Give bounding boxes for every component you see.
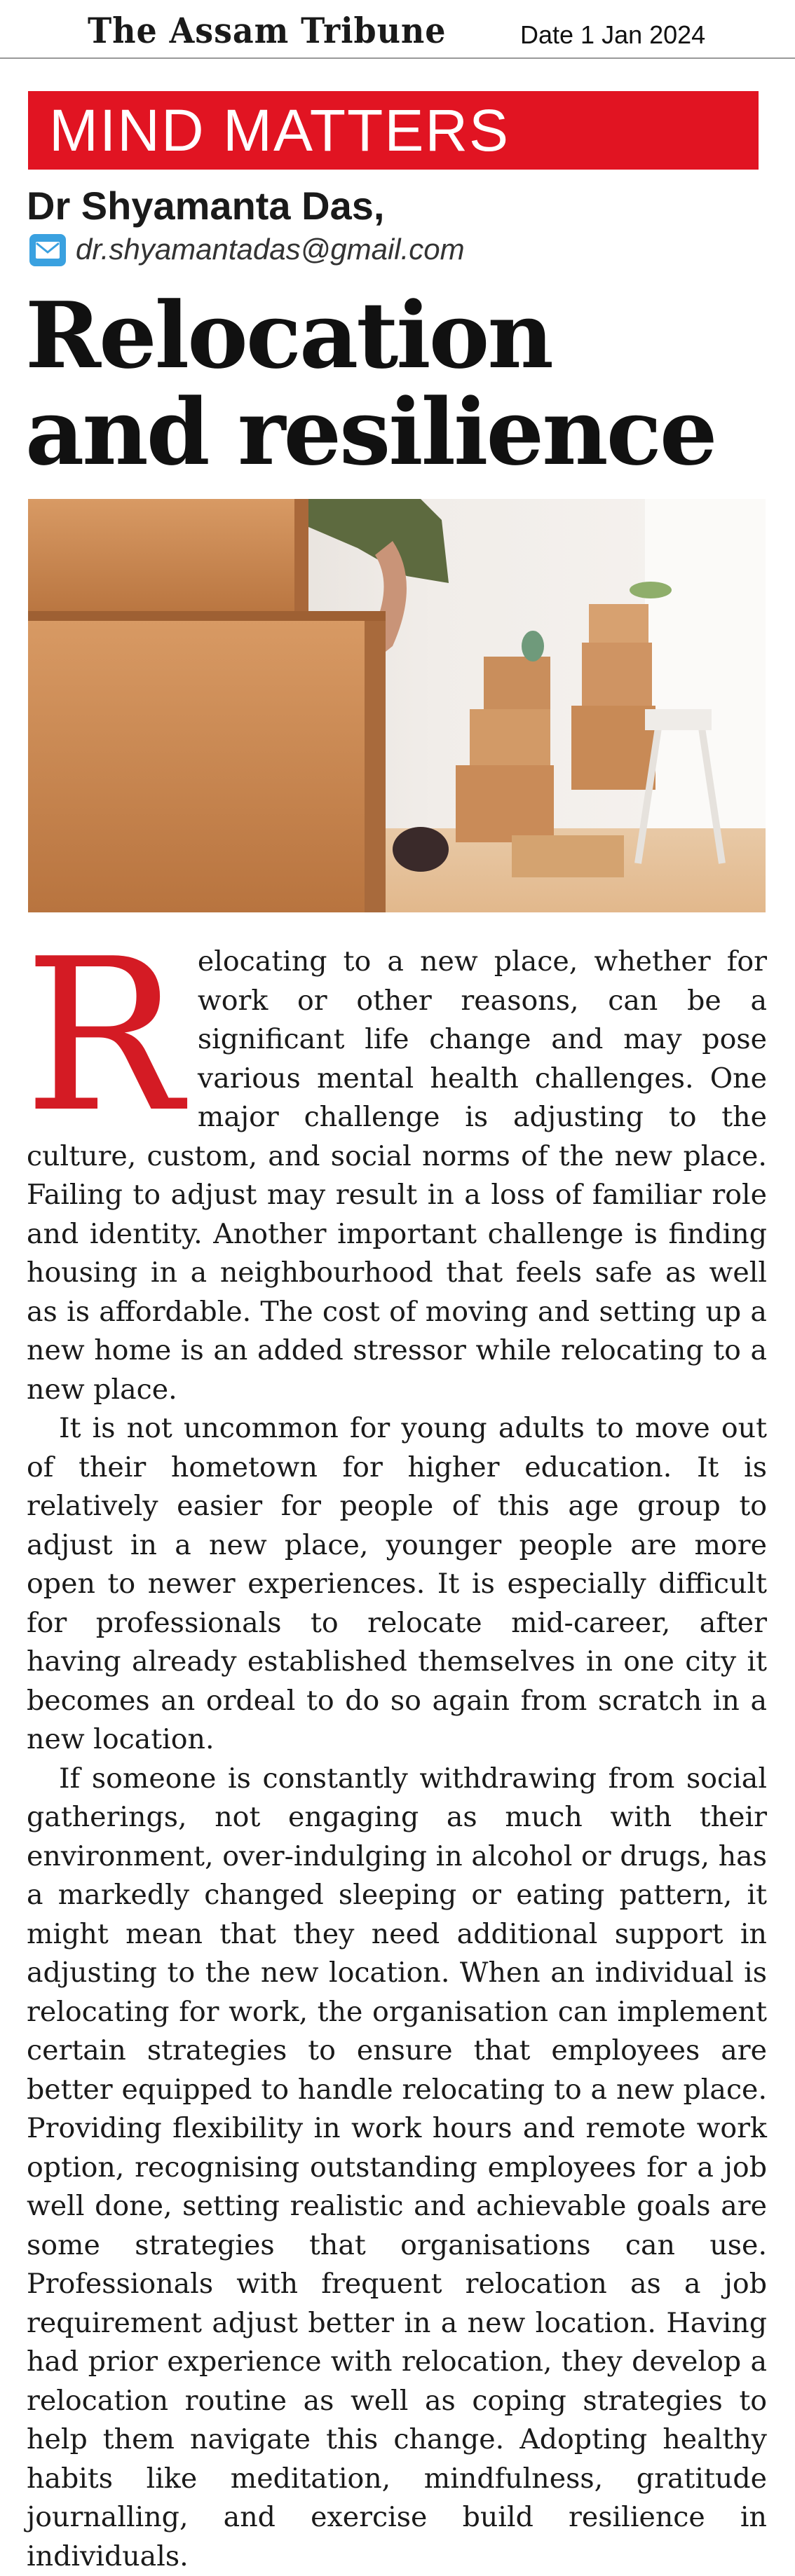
mail-icon xyxy=(29,234,66,266)
paragraph-1-text: elocating to a new place, whether for work or other reasons, can be a significant life change and may pose various mental health challenges. One major challenge is adjusting to the culture, custom, and social norms of the new place. Failing to adjust may result in a loss of familiar role and identity. Another important challenge is finding housing in a neighbourhood that feels safe as well as is affordable. The cost of moving and setting up a new home is an added stressor while relocating to a new place. xyxy=(27,945,767,1406)
headline xyxy=(25,287,782,481)
drop-cap: R xyxy=(24,948,182,1125)
headline-line-1: Relocation xyxy=(25,287,782,384)
newspaper-logo: The Assam Tribune xyxy=(88,10,446,52)
article-paragraph-3: If someone is constantly withdrawing from social gatherings, not engaging as much with their environment, over-indulging in alcohol or drugs, has a markedly changed sleeping or eating pattern, it might mean that they need additional support in adjusting to the new location. When an individual is relocating for work, the organisation can implement certain strategies to ensure that employees are better equipped to handle relocating to a new place. Providing flexibility in work hours and remote work option, recognising outstanding employees for a job well done, setting realistic and achievable goals are some strategies that organisations can use. Professionals with frequent relocation as a job requirement adjust better in a new location. Having had prior experience with relocation, they develop a relocation routine as well as coping strategies to help them navigate this change. Adopting healthy habits like meditation, mindfulness, gratitude journalling, and exercise build resilience in individuals. xyxy=(27,1760,767,2576)
column-title: MIND MATTERS xyxy=(49,98,510,163)
headline-line-2: and resilience xyxy=(25,384,782,481)
article-photo xyxy=(28,499,766,912)
masthead xyxy=(0,0,795,59)
publication-date: Date 1 Jan 2024 xyxy=(520,21,705,49)
article-paragraph-1 xyxy=(27,943,767,1409)
column-banner xyxy=(28,91,759,170)
author-name: Dr Shyamanta Das, xyxy=(27,184,384,228)
article-paragraph-2: It is not uncommon for young adults to move out of their hometown for higher education. It is relatively easier for people of this age group to adjust in a new place, younger people are more open to newer experiences. It is especially difficult for professionals to relocate mid-career, after having already established themselves in one city it becomes an ordeal to do so again from scratch in a new location. xyxy=(27,1409,767,1760)
article-body xyxy=(27,943,767,2576)
author-email[interactable]: dr.shyamantadas@gmail.com xyxy=(76,233,465,266)
